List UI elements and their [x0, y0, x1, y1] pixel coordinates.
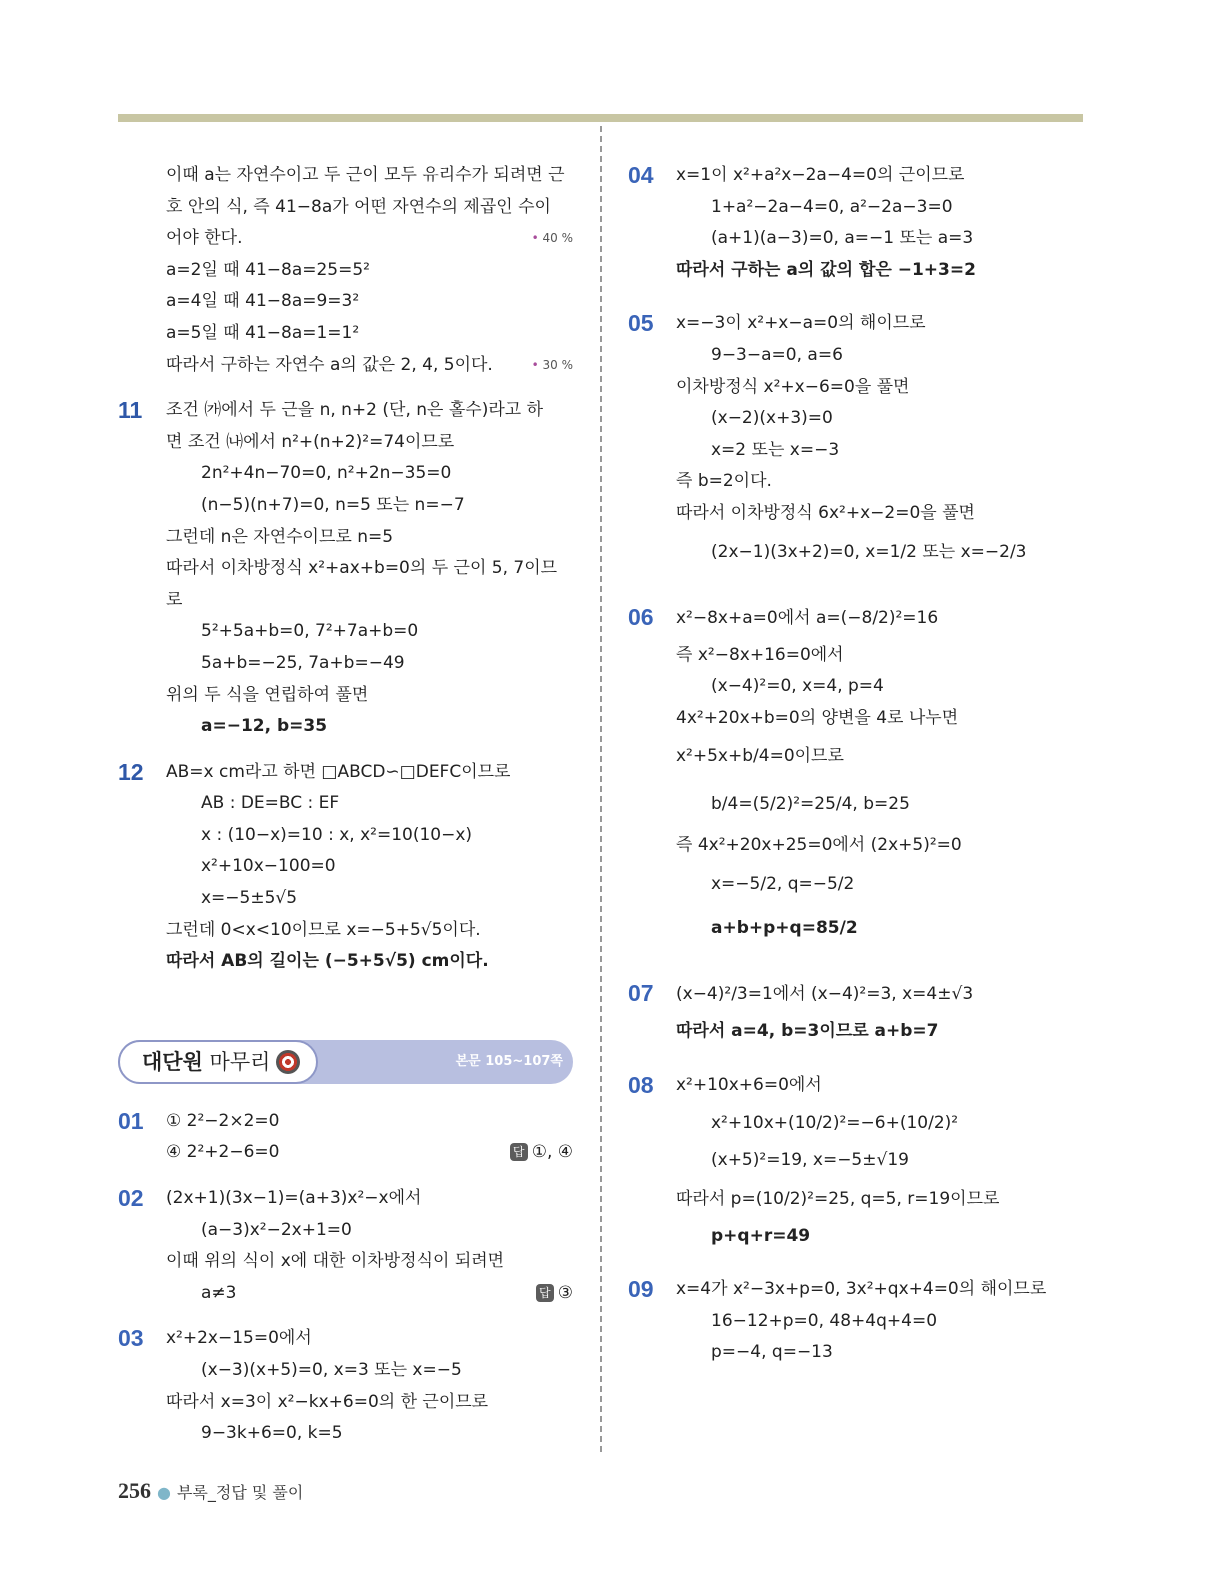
text-line: 호 안의 식, 즉 41−8a가 어떤 자연수의 제곱인 수이 [166, 196, 551, 217]
equation-line: x=−5/2, q=−5/2 [711, 873, 855, 894]
problem-05 [628, 308, 1083, 573]
text-line: 따라서 p=(10/2)²=25, q=5, r=19이므로 [676, 1188, 1000, 1209]
text-line: 면 조건 ㈏에서 n²+(n+2)²=74이므로 [166, 431, 455, 452]
problem-02 [118, 1183, 573, 1309]
text-line: 따라서 이차방정식 x²+ax+b=0의 두 근이 5, 7이므 [166, 558, 558, 579]
problem-10-continued [118, 160, 573, 381]
problem-number: 04 [628, 162, 654, 188]
equation-line: x=2 또는 x=−3 [711, 439, 840, 460]
text-line: 조건 ㈎에서 두 근을 n, n+2 (단, n은 홀수)라고 하 [166, 400, 543, 421]
problem-number: 07 [628, 979, 654, 1006]
text-line: 4x²+20x+b=0의 양변을 4로 나누면 [676, 707, 959, 728]
problem-04 [628, 160, 1083, 286]
equation-line: (x−2)(x+3)=0 [711, 408, 833, 429]
equation-line: (n−5)(n+7)=0, n=5 또는 n=−7 [201, 494, 465, 515]
page-number: 256 [118, 1478, 151, 1503]
left-column [118, 160, 573, 1450]
equation-line: x²+10x+(10/2)²=−6+(10/2)² [711, 1113, 959, 1134]
problem-number: 02 [118, 1185, 144, 1212]
text-line: AB=x cm라고 하면 □ABCD∽□DEFC이므로 [166, 761, 511, 782]
problem-03 [118, 1323, 573, 1449]
answer-value: ①, ④ [531, 1142, 573, 1163]
text-line: x²−8x+a=0에서 a=(−8/2)²=16 [676, 607, 939, 628]
text-line: 그런데 n은 자연수이므로 n=5 [166, 526, 394, 547]
text-line: 즉 x²−8x+16=0에서 [676, 644, 844, 665]
equation-line [166, 1278, 573, 1310]
equation-line: (a+1)(a−3)=0, a=−1 또는 a=3 [711, 228, 974, 249]
problem-number: 08 [628, 1071, 654, 1098]
text-line: 이차방정식 x²+x−6=0을 풀면 [676, 376, 910, 397]
text-line: 따라서 이차방정식 6x²+x−2=0을 풀면 [676, 502, 975, 523]
text-line: x=−3이 x²+x−a=0의 해이므로 [676, 313, 926, 334]
text-line: (x−4)²/3=1에서 (x−4)²=3, x=4±√3 [676, 983, 974, 1004]
problem-07 [628, 972, 1083, 1048]
right-column [628, 160, 1083, 1369]
case-line: a=2일 때 41−8a=25=5² [166, 259, 370, 280]
score-percent: • 40 % [532, 223, 573, 255]
text-line: 이때 a는 자연수이고 두 근이 모두 유리수가 되려면 근 [166, 165, 565, 185]
equation-line: AB : DE=BC : EF [201, 793, 340, 814]
text-line: x²+5x+b/4=0이므로 [676, 746, 844, 767]
section-page-range: 본문 105~107쪽 [455, 1053, 563, 1069]
top-rule [118, 114, 1083, 122]
text-line: x=4가 x²−3x+p=0, 3x²+qx+4=0의 해이므로 [676, 1279, 1047, 1300]
equation-line: 5a+b=−25, 7a+b=−49 [201, 652, 405, 673]
equation-line: p=−4, q=−13 [711, 1342, 833, 1363]
text-line: 그런데 0<x<10이므로 x=−5+5√5이다. [166, 919, 481, 940]
problem-11 [118, 395, 573, 743]
equation-line: (x−3)(x+5)=0, x=3 또는 x=−5 [201, 1360, 462, 1380]
text-line [166, 223, 573, 255]
text-line: 즉 b=2이다. [676, 471, 772, 492]
answer-mark [536, 1278, 573, 1310]
text-line: x=1이 x²+a²x−2a−4=0의 근이므로 [676, 165, 965, 185]
problem-06 [628, 596, 1083, 950]
equation-line: x=−5±5√5 [201, 888, 298, 909]
answer-value: ③ [557, 1282, 573, 1303]
text-span: ④ 2²+2−6=0 [166, 1142, 280, 1163]
answer-line: 따라서 a=4, b=3이므로 a+b=7 [676, 1020, 939, 1041]
target-icon [276, 1050, 300, 1074]
text-line: 로 [166, 589, 183, 610]
text-line: 이때 위의 식이 x에 대한 이차방정식이 되려면 [166, 1251, 505, 1272]
text-line: 위의 두 식을 연립하여 풀면 [166, 684, 369, 705]
section-title-bold: 대단원 [142, 1049, 203, 1074]
answer-mark [510, 1137, 573, 1169]
problem-number: 11 [118, 397, 143, 424]
text-span: 따라서 구하는 자연수 a의 값은 2, 4, 5이다. [166, 354, 493, 375]
problem-08 [628, 1070, 1083, 1253]
page-footer [118, 1478, 303, 1504]
text-span: a≠3 [201, 1282, 237, 1303]
answer-line: a+b+p+q=85/2 [711, 917, 858, 938]
problem-number: 01 [118, 1107, 144, 1134]
case-line: a=5일 때 41−8a=1=1² [166, 322, 360, 343]
text-line [166, 1137, 573, 1169]
section-title-light: 마무리 [202, 1049, 271, 1074]
equation-line: 16−12+p=0, 48+4q+4=0 [711, 1310, 938, 1331]
equation-line: x²+10x−100=0 [201, 856, 336, 877]
text-line [166, 350, 573, 382]
problem-number: 03 [118, 1325, 144, 1352]
equation-line: 9−3−a=0, a=6 [711, 344, 843, 365]
text-line: (2x+1)(3x−1)=(a+3)x²−x에서 [166, 1188, 422, 1209]
equation-line: (x−4)²=0, x=4, p=4 [711, 676, 884, 697]
equation-line: b/4=(5/2)²=25/4, b=25 [711, 794, 910, 815]
text-line: x²+2x−15=0에서 [166, 1328, 312, 1349]
equation-line: 9−3k+6=0, k=5 [201, 1423, 343, 1444]
case-line: a=4일 때 41−8a=9=3² [166, 291, 360, 312]
footer-label: 부록_정답 및 풀이 [176, 1483, 304, 1502]
text-span: 어야 한다. [166, 228, 243, 249]
equation-line: 2n²+4n−70=0, n²+2n−35=0 [201, 463, 452, 484]
equation-line: 1+a²−2a−4=0, a²−2a−3=0 [711, 196, 953, 217]
answer-line: 따라서 AB의 길이는 (−5+5√5) cm이다. [166, 951, 489, 972]
equation-line: (a−3)x²−2x+1=0 [201, 1219, 352, 1240]
text-line: ① 2²−2×2=0 [166, 1110, 280, 1131]
problem-12 [118, 757, 573, 978]
answer-line: 따라서 구하는 a의 값의 합은 −1+3=2 [676, 259, 976, 280]
column-divider [600, 126, 602, 1452]
score-percent: • 30 % [532, 350, 573, 382]
answer-line: p+q+r=49 [711, 1225, 811, 1246]
answer-line: a=−12, b=35 [201, 716, 328, 737]
problem-number: 05 [628, 310, 654, 337]
text-line: x²+10x+6=0에서 [676, 1074, 822, 1095]
problem-01 [118, 1106, 573, 1169]
equation-line: x : (10−x)=10 : x, x²=10(10−x) [201, 824, 473, 845]
answer-badge: 답 [510, 1143, 528, 1161]
equation-line: (x+5)²=19, x=−5±√19 [711, 1150, 909, 1171]
text-line: 즉 4x²+20x+25=0에서 (2x+5)²=0 [676, 835, 962, 856]
equation-line: (2x−1)(3x+2)=0, x=1/2 또는 x=−2/3 [711, 541, 1027, 562]
equation-line: 5²+5a+b=0, 7²+7a+b=0 [201, 621, 419, 642]
problem-number: 09 [628, 1276, 654, 1303]
problem-number: 06 [628, 603, 654, 630]
bullet-icon: ● [157, 1483, 171, 1502]
section-header-bar [118, 1040, 573, 1084]
problem-09 [628, 1274, 1083, 1369]
problem-number: 12 [118, 758, 144, 785]
text-line: 따라서 x=3이 x²−kx+6=0의 한 근이므로 [166, 1391, 489, 1412]
answer-badge: 답 [536, 1284, 554, 1302]
